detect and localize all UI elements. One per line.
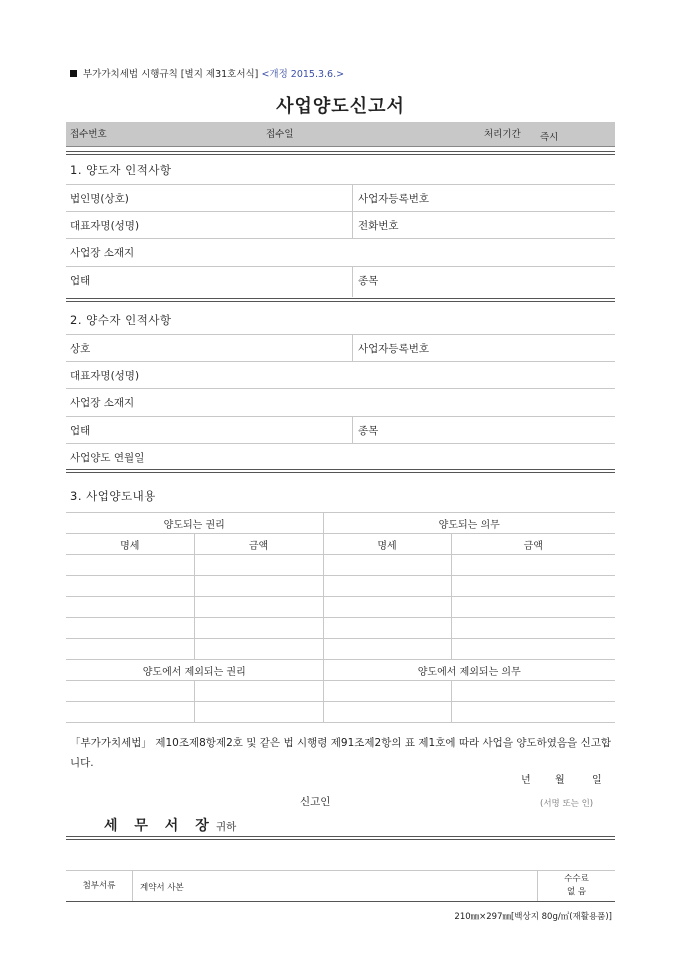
col-amount: 금액	[194, 534, 323, 555]
transferor-row-2	[66, 211, 615, 239]
signature-hint: (서명 또는 인)	[540, 799, 594, 809]
square-bullet-icon	[70, 70, 77, 77]
field-label: 사업자등록번호	[358, 343, 430, 355]
section-divider	[66, 836, 615, 840]
col-detail: 명세	[66, 534, 194, 555]
signer-label: 신고인	[300, 796, 331, 808]
attachments-label: 첨부서류	[66, 871, 133, 901]
field-label: 사업자등록번호	[358, 193, 430, 205]
table-row	[66, 555, 615, 576]
field-label: 사업장 소재지	[70, 247, 135, 259]
table-row	[66, 702, 615, 723]
transferee-row-3	[66, 388, 615, 417]
honorific: 귀하	[216, 821, 237, 833]
transferor-row-1	[66, 184, 615, 212]
field-label: 사업양도 연월일	[70, 452, 145, 464]
form-reference	[70, 66, 344, 80]
section1-title: 1. 양도자 인적사항	[70, 163, 172, 177]
table-row	[66, 618, 615, 639]
transferee-row-5	[66, 443, 615, 470]
transferor-row-4	[66, 266, 615, 297]
declaration-text: 「부가가치세법」 제10조제8항제2호 및 같은 법 시행령 제91조제2항의 표 제1호에 따라 사업을 양도하였음을 신고합니다.	[70, 737, 611, 769]
field-label: 법인명(상호)	[70, 193, 129, 205]
receipt-no-label: 접수번호	[70, 129, 107, 140]
fee-label: 수수료	[564, 874, 589, 884]
field-label: 상호	[70, 343, 91, 355]
section-divider	[66, 298, 615, 302]
transferee-row-4	[66, 416, 615, 444]
field-label: 전화번호	[358, 220, 399, 232]
form-title: 사업양도신고서	[276, 96, 405, 117]
field-label: 대표자명(성명)	[70, 220, 140, 232]
fee-box	[537, 871, 615, 901]
date-day: 일	[592, 775, 602, 786]
field-label: 사업장 소재지	[70, 397, 135, 409]
field-label: 업태	[70, 275, 91, 287]
table-row	[66, 597, 615, 618]
table-row	[66, 576, 615, 597]
section2-title: 2. 양수자 인적사항	[70, 313, 172, 327]
receipt-bar	[66, 122, 615, 147]
attachments-row	[66, 870, 615, 902]
section-divider	[66, 469, 615, 473]
field-label: 종목	[358, 275, 379, 287]
field-label: 업태	[70, 425, 91, 437]
attachments-value: 계약서 사본	[140, 883, 184, 893]
col-amount: 금액	[451, 534, 615, 555]
excluded-rights-header: 양도에서 제외되는 권리	[66, 660, 323, 681]
section3-title: 3. 사업양도내용	[70, 489, 156, 503]
tax-office-head: 세 무 서 장	[104, 818, 215, 834]
table-row	[66, 639, 615, 660]
date-month: 월	[555, 775, 565, 786]
table-row	[66, 681, 615, 702]
transfer-details-table	[66, 512, 615, 723]
regulation-text: 부가가치세법 시행규칙 [별지 제31호서식]	[83, 69, 259, 80]
col-detail: 명세	[323, 534, 451, 555]
fee-value: 없 음	[566, 887, 587, 897]
excluded-duties-header: 양도에서 제외되는 의무	[323, 660, 615, 681]
processing-period-value: 즉시	[540, 132, 559, 143]
date-year: 년	[521, 775, 531, 786]
section-divider	[66, 151, 615, 155]
amendment-text: <개정 2015.3.6.>	[261, 69, 345, 80]
duties-header: 양도되는 의무	[323, 513, 615, 534]
rights-header: 양도되는 권리	[66, 513, 323, 534]
receipt-date-label: 접수일	[266, 129, 294, 140]
transferor-row-3	[66, 238, 615, 267]
field-label: 종목	[358, 425, 379, 437]
paper-spec: 210㎜×297㎜[백상지 80g/㎡(재활용품)]	[454, 912, 612, 922]
field-label: 대표자명(성명)	[70, 370, 140, 382]
transferee-row-1	[66, 334, 615, 362]
transferee-row-2	[66, 361, 615, 389]
processing-period-label: 처리기간	[484, 129, 521, 140]
